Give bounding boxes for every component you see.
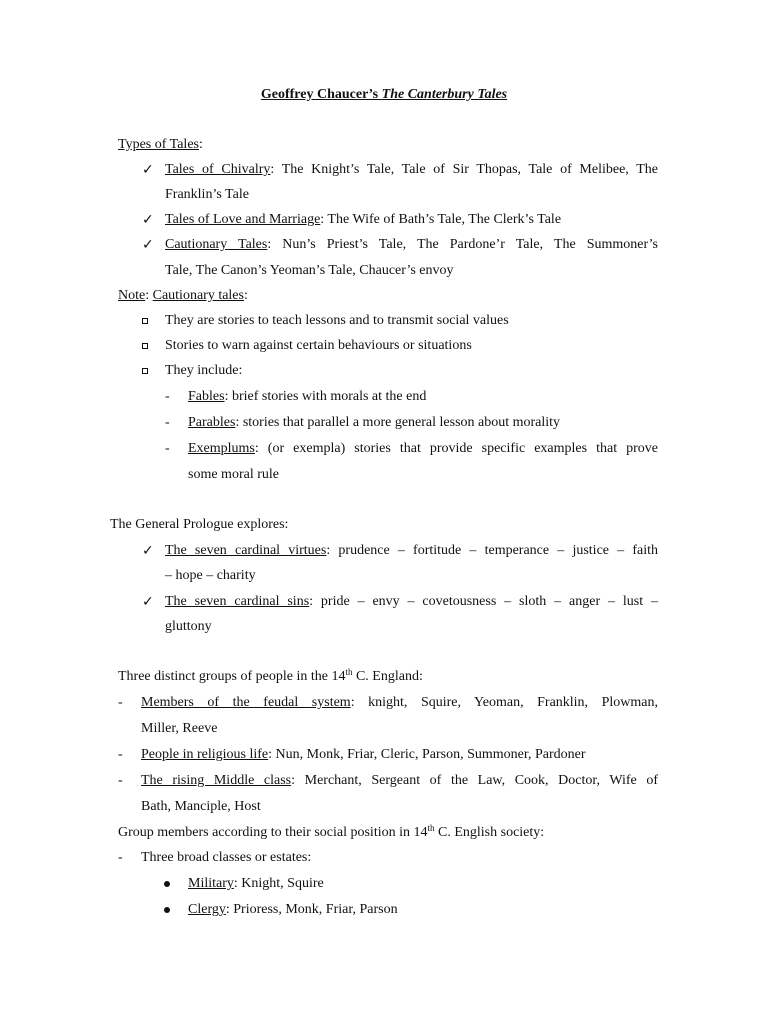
check-icon (142, 211, 154, 230)
check-icon (142, 593, 154, 612)
dash-marker: - (118, 747, 123, 762)
dash-marker: - (165, 415, 170, 430)
group-middle-class: The rising Middle class: Merchant, Sergeant of the Law, Cook, Doctor, Wife of (141, 773, 658, 788)
check-icon (142, 542, 154, 561)
dash-marker: - (165, 441, 170, 456)
check-icon (142, 236, 154, 255)
group-religious: People in religious life: Nun, Monk, Friar, Cleric, Parson, Summoner, Pardoner (141, 747, 586, 762)
group-middle-class-cont: Bath, Manciple, Host (141, 799, 261, 814)
estate-clergy: Clergy: Prioress, Monk, Friar, Parson (188, 902, 398, 917)
group-feudal: Members of the feudal system: knight, Squire, Yeoman, Franklin, Plowman, (141, 695, 658, 710)
group-feudal-cont: Miller, Reeve (141, 721, 218, 736)
dash-marker: - (118, 773, 123, 788)
square-bullet-icon (142, 312, 148, 330)
square-bullet-icon (142, 362, 148, 380)
round-bullet-icon (164, 875, 170, 893)
type-item-love: Tales of Love and Marriage: The Wife of Bath’s Tale, The Clerk’s Tale (165, 212, 562, 227)
note-dash-exemplums: Exemplums: (or exempla) stories that provide specific examples that prove (188, 441, 658, 456)
note-dash-parables: Parables: stories that parallel a more general lesson about morality (188, 415, 561, 430)
dash-marker: - (118, 695, 123, 710)
note-dash-exemplums-cont: some moral rule (188, 467, 279, 482)
type-item-chivalry: Tales of Chivalry: The Knight’s Tale, Tale of Sir Thopas, Tale of Melibee, The (165, 162, 658, 177)
type-item-cautionary: Cautionary Tales: Nun’s Priest’s Tale, The Pardone’r Tale, The Summoner’s (165, 237, 659, 252)
estate-military: Military: Knight, Squire (188, 876, 324, 891)
note-bullet: They are stories to teach lessons and to transmit social values (165, 313, 509, 328)
note-bullet: They include: (165, 363, 243, 378)
prologue-sins: The seven cardinal sins: pride – envy – covetousness – sloth – anger – lust – (165, 594, 658, 609)
dash-marker: - (118, 850, 123, 865)
note-dash-fables: Fables: brief stories with morals at the end (188, 389, 427, 404)
type-item-chivalry-cont: Franklin’s Tale (165, 187, 249, 202)
note-heading: Note: Cautionary tales: (118, 288, 248, 303)
social-sub: Three broad classes or estates: (141, 850, 312, 865)
check-icon (142, 161, 154, 180)
note-bullet: Stories to warn against certain behaviours or situations (165, 338, 472, 353)
groups-heading: Three distinct groups of people in the 14th C. England: (118, 667, 423, 684)
prologue-virtues-cont: – hope – charity (165, 568, 256, 583)
types-heading: Types of Tales: (118, 137, 203, 152)
prologue-heading: The General Prologue explores: (110, 517, 289, 532)
prologue-sins-cont: gluttony (165, 619, 212, 634)
prologue-virtues: The seven cardinal virtues: prudence – fortitude – temperance – justice – faith (165, 543, 658, 558)
dash-marker: - (165, 389, 170, 404)
type-item-cautionary-cont: Tale, The Canon’s Yeoman’s Tale, Chaucer’s envoy (165, 263, 454, 278)
square-bullet-icon (142, 337, 148, 355)
social-heading: Group members according to their social position in 14th C. English society: (118, 823, 545, 840)
round-bullet-icon (164, 901, 170, 919)
document-title: Geoffrey Chaucer’s The Canterbury Tales (260, 87, 508, 102)
